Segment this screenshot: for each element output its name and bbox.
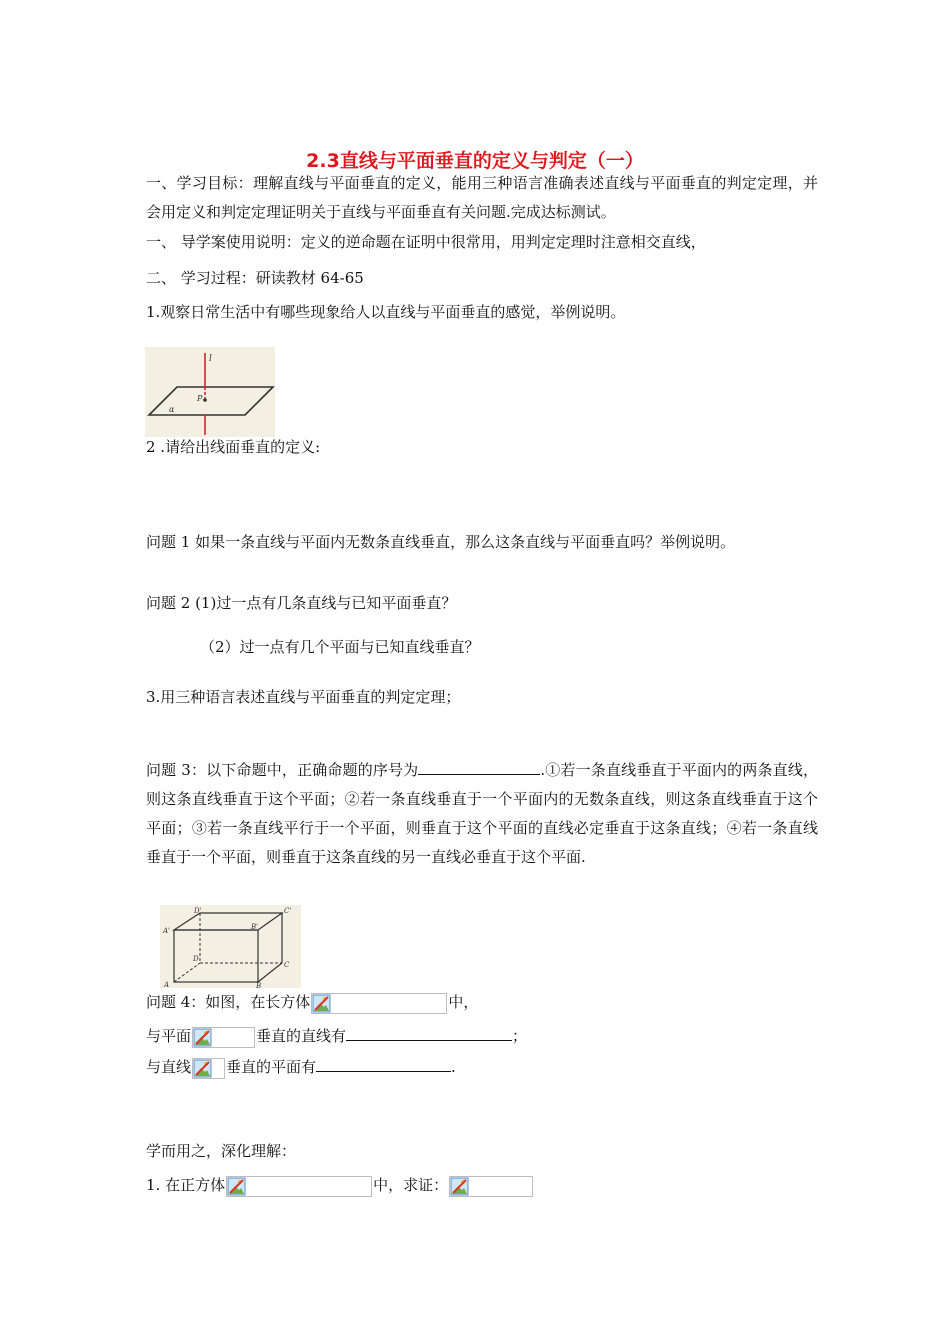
problem-4-intro-text: 问题 4：如图，在长方体 bbox=[146, 993, 311, 1011]
problem-3 bbox=[146, 756, 818, 872]
question-1: 1.观察日常生活中有哪些现象给人以直线与平面垂直的感觉，举例说明。 bbox=[146, 303, 626, 321]
problem-4-plane-question bbox=[146, 1057, 456, 1079]
problem-4-line-question bbox=[146, 1026, 527, 1048]
usage-guide: 一、 导学案使用说明：定义的逆命题在证明中很常用，用判定定理时注意相交直线， bbox=[146, 233, 706, 251]
problem-4-line-end: ； bbox=[512, 1027, 528, 1045]
figure-background bbox=[160, 905, 301, 988]
label-d: D bbox=[193, 955, 199, 963]
learning-objective: 一、学习目标：理解直线与平面垂直的定义，能用三种语言准确表述直线与平面垂直的判定定理，并会用定义和判定定理证明关于直线与平面垂直有关问题.完成达标测试。 bbox=[146, 174, 818, 221]
label-a1: A' bbox=[163, 927, 170, 935]
label-a: A bbox=[164, 981, 170, 988]
broken-image-icon bbox=[311, 993, 447, 1014]
problem-4-plane-end: . bbox=[451, 1058, 456, 1076]
label-c: C bbox=[284, 961, 290, 969]
label-d1: D' bbox=[194, 907, 202, 915]
problem-3-statements: .①若一条直线垂直于平面内的两条直线，则这条直线垂直于这个平面；②若一条直线垂直于一个平面内的无数条直线，则这条直线垂直于这个平面；③若一条直线平行于一个平面，则垂直于这个平面的直线必定垂直于这条直线；④若一条直线垂直于一个平面，则垂直于这条直线的另一直线必垂直于这个平面. bbox=[146, 761, 818, 866]
learning-process: 二、 学习过程：研读教材 64-65 bbox=[146, 269, 364, 287]
point-p bbox=[203, 398, 207, 402]
question-3: 3.用三种语言表述直线与平面垂直的判定定理； bbox=[146, 688, 461, 706]
label-alpha: α bbox=[169, 405, 175, 414]
line-plane-figure bbox=[145, 347, 275, 437]
problem-1: 问题 1 如果一条直线与平面内无数条直线垂直，那么这条直线与平面垂直吗？举例说明。 bbox=[146, 533, 736, 551]
label-p: P bbox=[197, 394, 203, 403]
label-b: B bbox=[256, 982, 262, 988]
question-2: 2 .请给出线面垂直的定义: bbox=[146, 438, 321, 456]
apply-question-1-mid: 中，求证： bbox=[373, 1176, 449, 1194]
answer-blank bbox=[316, 1057, 451, 1072]
page-title: 2.3直线与平面垂直的定义与判定（一） bbox=[306, 150, 644, 172]
problem-2-part-2: （2）过一点有几个平面与已知直线垂直？ bbox=[200, 638, 480, 656]
apply-question-1 bbox=[146, 1175, 534, 1197]
label-l: l bbox=[209, 354, 212, 364]
problem-3-intro: 问题 3：以下命题中，正确命题的序号为 bbox=[146, 761, 419, 779]
apply-heading: 学而用之，深化理解： bbox=[146, 1142, 297, 1160]
broken-image-icon bbox=[192, 1027, 255, 1048]
answer-blank bbox=[418, 760, 540, 775]
problem-4-line-mid: 垂直的直线有 bbox=[256, 1027, 347, 1045]
broken-image-icon bbox=[226, 1176, 372, 1197]
broken-image-icon bbox=[449, 1176, 533, 1197]
cuboid-figure bbox=[160, 905, 301, 988]
problem-4-line-prefix: 与平面 bbox=[146, 1027, 192, 1045]
answer-blank bbox=[346, 1026, 512, 1041]
problem-4-intro-suffix: 中， bbox=[448, 993, 479, 1011]
label-b1: B' bbox=[251, 923, 259, 931]
label-c1: C' bbox=[284, 907, 292, 915]
apply-question-1-prefix: 1. 在正方体 bbox=[146, 1176, 226, 1194]
problem-4-intro bbox=[146, 992, 478, 1014]
problem-2-part-1: 问题 2 (1)过一点有几条直线与已知平面垂直？ bbox=[146, 594, 457, 612]
problem-4-plane-mid: 垂直的平面有 bbox=[226, 1058, 317, 1076]
problem-4-plane-prefix: 与直线 bbox=[146, 1058, 192, 1076]
broken-image-icon bbox=[192, 1058, 225, 1079]
